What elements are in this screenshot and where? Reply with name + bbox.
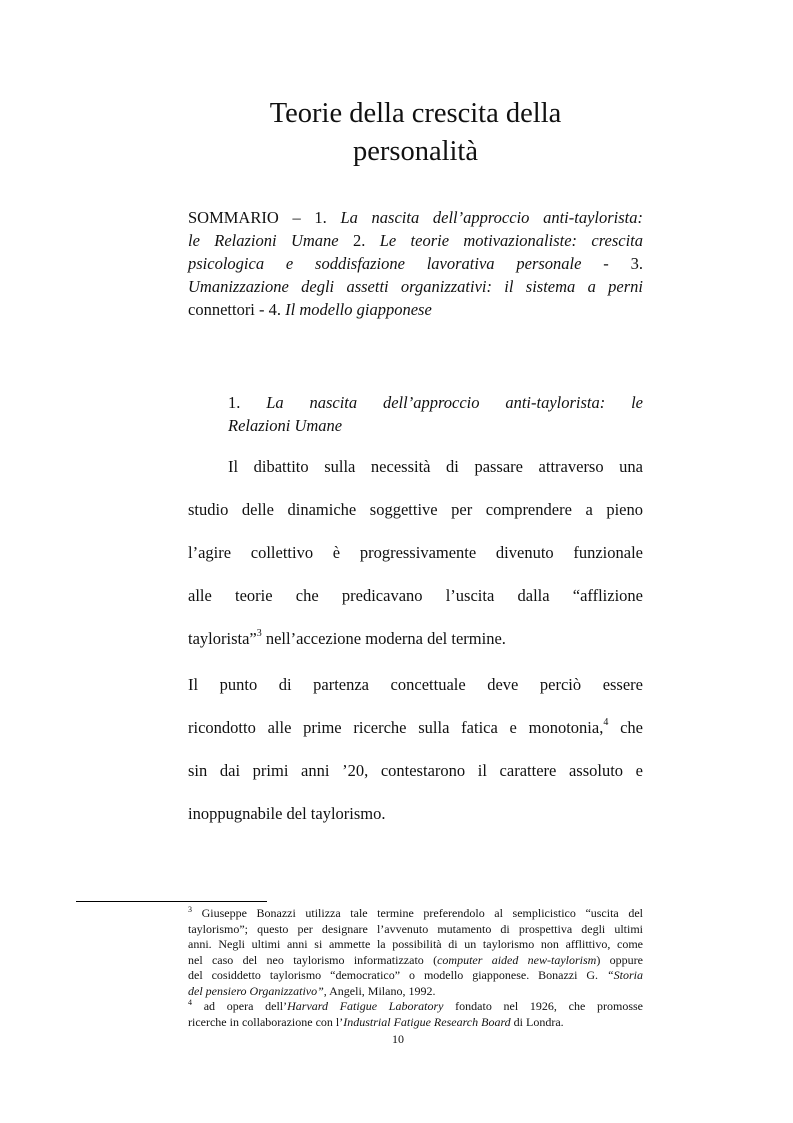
paragraph-line: l’agire collettivo è progressivamente divenuto funzionale (188, 543, 643, 562)
paragraph-line: Il dibattito sulla necessità di passare attraverso una (228, 457, 643, 476)
paragraph-line: taylorista”$^3$ nell’accezione moderna del termine. (188, 627, 506, 648)
footnote-4: $^4$ ad opera dell’Harvard Fatigue Laboratory fondato nel 1926, che promosse (188, 998, 644, 1013)
footnote-line: anni. Negli ultimi anni si ammette la possibilità di un taylorismo non afflittivo, come (188, 937, 643, 951)
chapter-title-line-1: Teorie della crescita della (269, 98, 562, 129)
summary-line: le Relazioni Umane 2. Le teorie motivazionaliste: crescita (188, 231, 644, 250)
footnote-line: del cosiddetto taylorismo “democratico” o modello giapponese. Bonazzi G. “Storia (188, 968, 643, 982)
paragraph-line: inoppugnabile del taylorismo. (188, 804, 386, 823)
footnote-separator (76, 901, 267, 902)
footnote-line: nel caso del neo taylorismo informatizzato (computer aided new-taylorism) oppure (188, 952, 643, 967)
footnote-line: del pensiero Organizzativo”, Angeli, Milano, 1992. (188, 983, 436, 998)
section-title: La nascita dell’approccio anti-taylorista: le (266, 393, 644, 412)
footnote-ref-3[interactable]: 3 (256, 627, 262, 639)
chapter-summary (188, 206, 643, 321)
chapter-title-line-2: personalità (352, 136, 479, 167)
section-number: 1. (228, 393, 241, 412)
footnote-3: $^3$ Giuseppe Bonazzi utilizza tale termine preferendolo al semplicistico “uscita del (188, 905, 643, 920)
footnote-ref-4[interactable]: 4 (603, 716, 609, 728)
summary-line: connettori - 4. Il modello giapponese (188, 300, 432, 319)
chapter-title (188, 95, 643, 171)
section-title-continued: Relazioni Umane (228, 416, 343, 435)
summary-line: Umanizzazione degli assetti organizzativi: il sistema a perni (188, 277, 643, 296)
paragraph-line: Il punto di partenza concettuale deve perciò essere (188, 675, 643, 694)
section-heading (228, 391, 643, 437)
paragraph-line: alle teorie che predicavano l’uscita dalla “afflizione (188, 586, 643, 605)
footnotes (188, 906, 643, 1030)
paragraph-line: ricondotto alle prime ricerche sulla fatica e monotonia,$^4$ che (188, 716, 643, 737)
page-number: 10 (392, 1032, 404, 1046)
footnote-line: ricerche in collaborazione con l’Industrial Fatigue Research Board di Londra. (188, 1014, 564, 1029)
footnote-line: taylorismo”; questo per designare l’avvenuto mutamento di prospettiva degli ultimi (188, 921, 643, 936)
summary-line: SOMMARIO – 1. La nascita dell’approccio anti-taylorista: (188, 208, 643, 227)
paragraph-line: sin dai primi anni ’20, contestarono il carattere assoluto e (188, 761, 643, 780)
summary-line: psicologica e soddisfazione lavorativa personale - 3. (188, 254, 643, 273)
paragraph-line: studio delle dinamiche soggettive per comprendere a pieno (188, 500, 643, 519)
